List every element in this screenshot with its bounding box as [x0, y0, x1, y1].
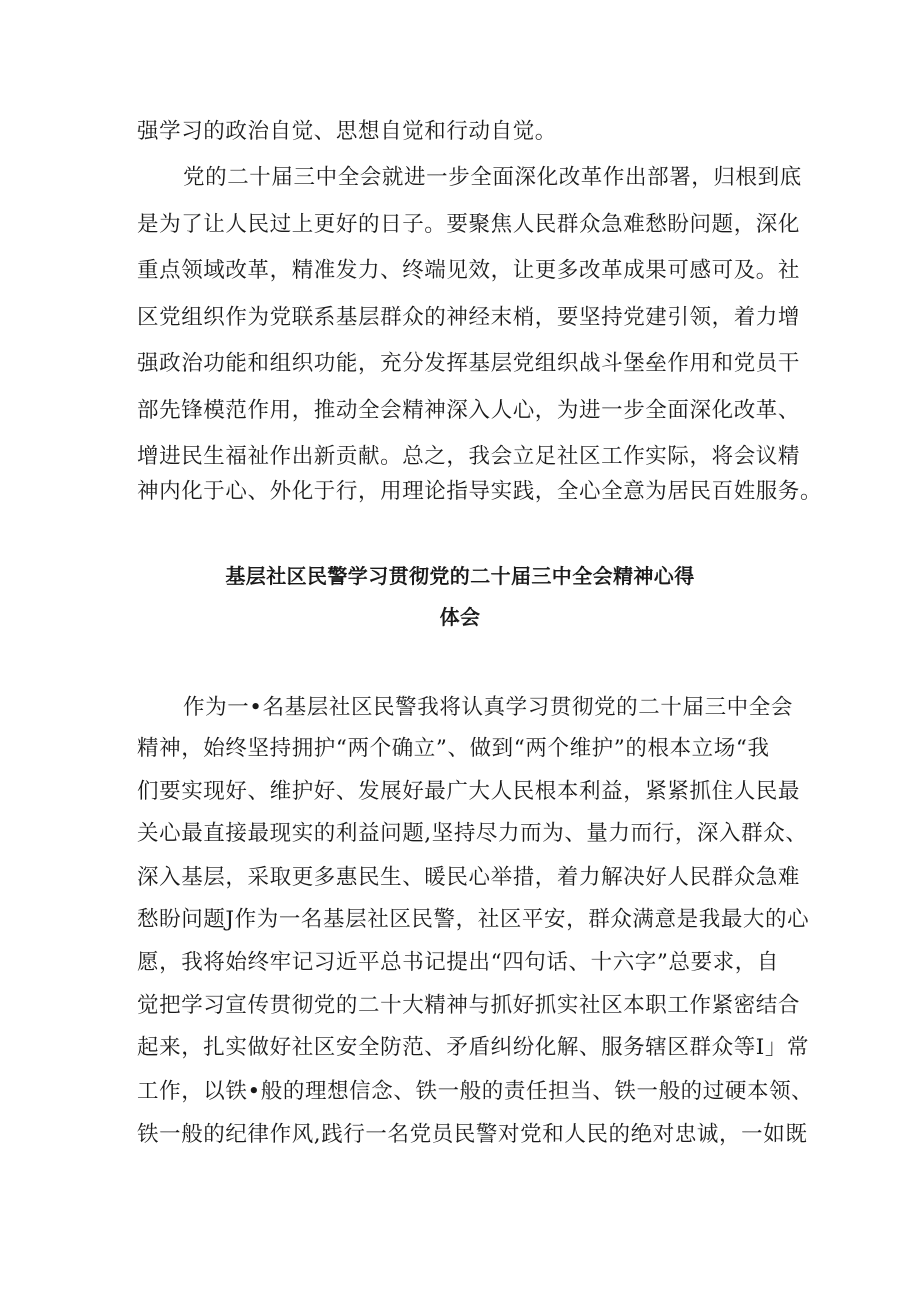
article-title-line-2: 体会: [439, 605, 481, 629]
paragraph-3-line-11: 铁一般的纪律作风,践行一名党员民警对党和人民的绝对忠诚，一如既: [137, 1122, 808, 1147]
paragraph-3-line-3: 们要实现好、维护好、发展好最广大人民根本利益，紧紧抓住人民最: [137, 779, 801, 804]
paragraph-3-line-8: 觉把学习宣传贯彻党的二十大精神与抓好抓实社区本职工作紧密结合: [137, 993, 801, 1018]
paragraph-3-line-9: 起来，扎实做好社区安全防范、矛盾纠纷化解、服务辖区群众等I」常: [137, 1035, 810, 1060]
paragraph-2-line-1: 党的二十届三中全会就进一步全面深化改革作出部署，归根到底: [183, 165, 802, 190]
paragraph-2-line-6: 部先锋模范作用，推动全会精神深入人心，为进一步全面深化改革、: [137, 398, 801, 423]
paragraph-2-line-4: 区党组织作为党联系基层群众的神经末梢，要坚持党建引领，着力增: [137, 305, 801, 330]
paragraph-3-line-10: 工作，以铁•般的理想信念、铁一般的责任担当、铁一般的过硬本领、: [137, 1079, 814, 1104]
paragraph-3-line-4: 关心最直接最现实的利益问题,坚持尽力而为、量力而行，深入群众、: [137, 821, 808, 846]
paragraph-3-line-5: 深入基层，采取更多惠民生、暖民心举措，着力解决好人民群众急难: [137, 865, 801, 890]
paragraph-2-line-2: 是为了让人民过上更好的日子。要聚焦人民群众急难愁盼问题，深化: [137, 212, 801, 237]
paragraph-3-line-2: 精神，始终坚持拥护“两个确立”、做到“两个维护”的根本立场“我: [137, 736, 770, 761]
paragraph-2-line-8: 神内化于心、外化于行，用理论指导实践，全心全意为居民百姓服务。: [137, 479, 823, 504]
paragraph-3-line-7: 愿，我将始终牢记习近平总书记提出“四句话、十六字”总要求，自: [137, 950, 779, 975]
paragraph-2-line-7: 增进民生福祉作出新贡献。总之，我会立足社区工作实际，将会议精: [137, 444, 801, 469]
paragraph-3-line-6: 愁盼问题J作为一名基层社区民警，社区平安，群众满意是我最大的心: [137, 907, 810, 932]
paragraph-2-line-3: 重点领域改革，精准发力、终端见效，让更多改革成果可感可及。社: [137, 258, 801, 283]
paragraph-2-line-5: 强政治功能和组织功能，充分发挥基层党组织战斗堡垒作用和党员干: [137, 351, 801, 376]
paragraph-3-line-1: 作为一•名基层社区民警我将认真学习贯彻党的二十届三中全会: [183, 695, 793, 720]
paragraph-1-line-1: 强学习的政治自觉、思想自觉和行动自觉。: [137, 119, 557, 144]
article-title-line-1: 基层社区民警学习贯彻党的二十届三中全会精神心得: [225, 564, 695, 588]
